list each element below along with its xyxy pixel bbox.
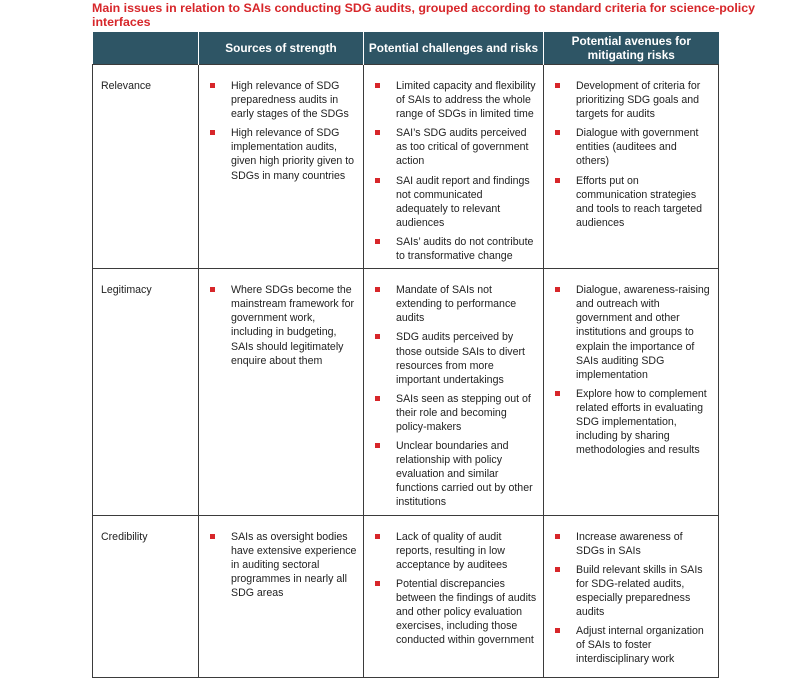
mitigation-cell (544, 65, 719, 269)
bullet-icon (555, 628, 560, 633)
strength-cell (199, 269, 364, 515)
list-item-text: SDG audits perceived by those outside SAIs to divert resources from more important undertakings (396, 331, 525, 386)
list-item (372, 174, 537, 230)
bullet-icon (375, 239, 380, 244)
table-row-legitimacy (93, 269, 719, 515)
list-item (207, 79, 357, 121)
bullet-icon (375, 130, 380, 135)
list-item-text: Increase awareness of SDGs in SAIs (576, 530, 683, 557)
list-item (552, 624, 712, 666)
mitigation-cell (544, 269, 719, 515)
list-item (552, 174, 712, 230)
list-item-text: Limited capacity and flexibility of SAIs to address the whole range of SDGs in limited time (396, 80, 536, 121)
header-challenges-and-risks: Potential challenges and risks (364, 32, 544, 65)
bullet-icon (555, 567, 560, 572)
list-item-text: High relevance of SDG preparedness audits in early stages of the SDGs (231, 80, 349, 121)
list-item (552, 387, 712, 457)
bullet-icon (555, 287, 560, 292)
table-title: Main issues in relation to SAIs conducting SDG audits, grouped according to standard criteria for science-policy interfaces (92, 1, 756, 29)
challenges-cell (364, 65, 544, 269)
list-item-text: SAI audit report and findings not communicated adequately to relevant audiences (396, 174, 530, 229)
list-item-text: Build relevant skills in SAIs for SDG-related audits, especially preparedness audits (576, 563, 703, 618)
bullet-icon (375, 443, 380, 448)
list-item (552, 126, 712, 168)
bullet-icon (375, 396, 380, 401)
list-item (552, 79, 712, 121)
list-item-text: Efforts put on communication strategies and tools to reach targeted audiences (576, 174, 703, 229)
bullet-icon (555, 534, 560, 539)
list-item-text: High relevance of SDG implementation audits, given high priority given to SDGs in many countries (231, 127, 355, 182)
list-item (372, 235, 537, 263)
list-item (552, 563, 712, 619)
bullet-icon (210, 130, 215, 135)
list-item (207, 126, 357, 182)
list-item (552, 530, 712, 558)
strength-cell (199, 65, 364, 269)
bullet-icon (555, 83, 560, 88)
list-item-text: Explore how to complement related efforts in evaluating SDG implementation, including by sharing methodologies and results (576, 387, 707, 457)
bullet-icon (555, 130, 560, 135)
list-item (207, 283, 357, 368)
list-item (552, 283, 712, 382)
table-row-relevance (93, 65, 719, 269)
list-item (372, 126, 537, 168)
challenges-cell (364, 515, 544, 677)
list-item-text: SAIs seen as stepping out of their role and becoming policy-makers (396, 392, 531, 433)
list-item (372, 530, 537, 572)
list-item-text: SAIs’ audits do not contribute to transformative change (396, 235, 534, 263)
bullet-icon (375, 83, 380, 88)
bullet-icon (375, 334, 380, 339)
bullet-icon (210, 534, 215, 539)
header-sources-of-strength: Sources of strength (199, 32, 364, 65)
row-label: Relevance (93, 65, 199, 269)
bullet-icon (210, 83, 215, 88)
list-item (372, 577, 537, 647)
header-criteria (93, 32, 199, 65)
list-item-text: Mandate of SAIs not extending to performance audits (396, 284, 517, 325)
list-item (372, 330, 537, 386)
list-item-text: SAI’s SDG audits perceived as too critical of government action (396, 127, 529, 168)
list-item-text: Development of criteria for prioritizing SDG goals and targets for audits (576, 80, 701, 121)
list-item-text: Dialogue with government entities (auditees and others) (576, 127, 699, 168)
challenges-cell (364, 269, 544, 515)
bullet-icon (375, 581, 380, 586)
list-item (372, 79, 537, 121)
list-item-text: SAIs as oversight bodies have extensive experience in auditing sectoral programmes in nearly all SDG areas (231, 530, 357, 599)
list-item (372, 439, 537, 509)
table-row-credibility (93, 515, 719, 677)
bullet-icon (375, 534, 380, 539)
list-item-text: Unclear boundaries and relationship with policy evaluation and similar functions carried out by other institutions (396, 440, 533, 509)
list-item-text: Potential discrepancies between the findings of audits and other policy evaluation exercises, including those conducted within government (396, 577, 537, 647)
row-label: Credibility (93, 515, 199, 677)
list-item (207, 530, 357, 600)
list-item (372, 392, 537, 434)
strength-cell (199, 515, 364, 677)
list-item-text: Adjust internal organization of SAIs to foster interdisciplinary work (576, 625, 704, 666)
header-mitigating-avenues: Potential avenues for mitigating risks (544, 32, 719, 65)
list-item-text: Lack of quality of audit reports, resulting in low acceptance by auditees (396, 530, 508, 571)
bullet-icon (555, 178, 560, 183)
list-item-text: Dialogue, awareness-raising and outreach with government and other institutions and groups to explain the importance of SAIs auditing SDG implementation (576, 284, 710, 381)
header-row (93, 32, 719, 65)
list-item-text: Where SDGs become the mainstream framework for government work, including in budgeting, SAIs should legitimately enquire about them (231, 284, 355, 367)
issues-table (92, 32, 719, 678)
row-label: Legitimacy (93, 269, 199, 515)
list-item (372, 283, 537, 325)
bullet-icon (375, 287, 380, 292)
bullet-icon (210, 287, 215, 292)
bullet-icon (375, 178, 380, 183)
bullet-icon (555, 391, 560, 396)
mitigation-cell (544, 515, 719, 677)
